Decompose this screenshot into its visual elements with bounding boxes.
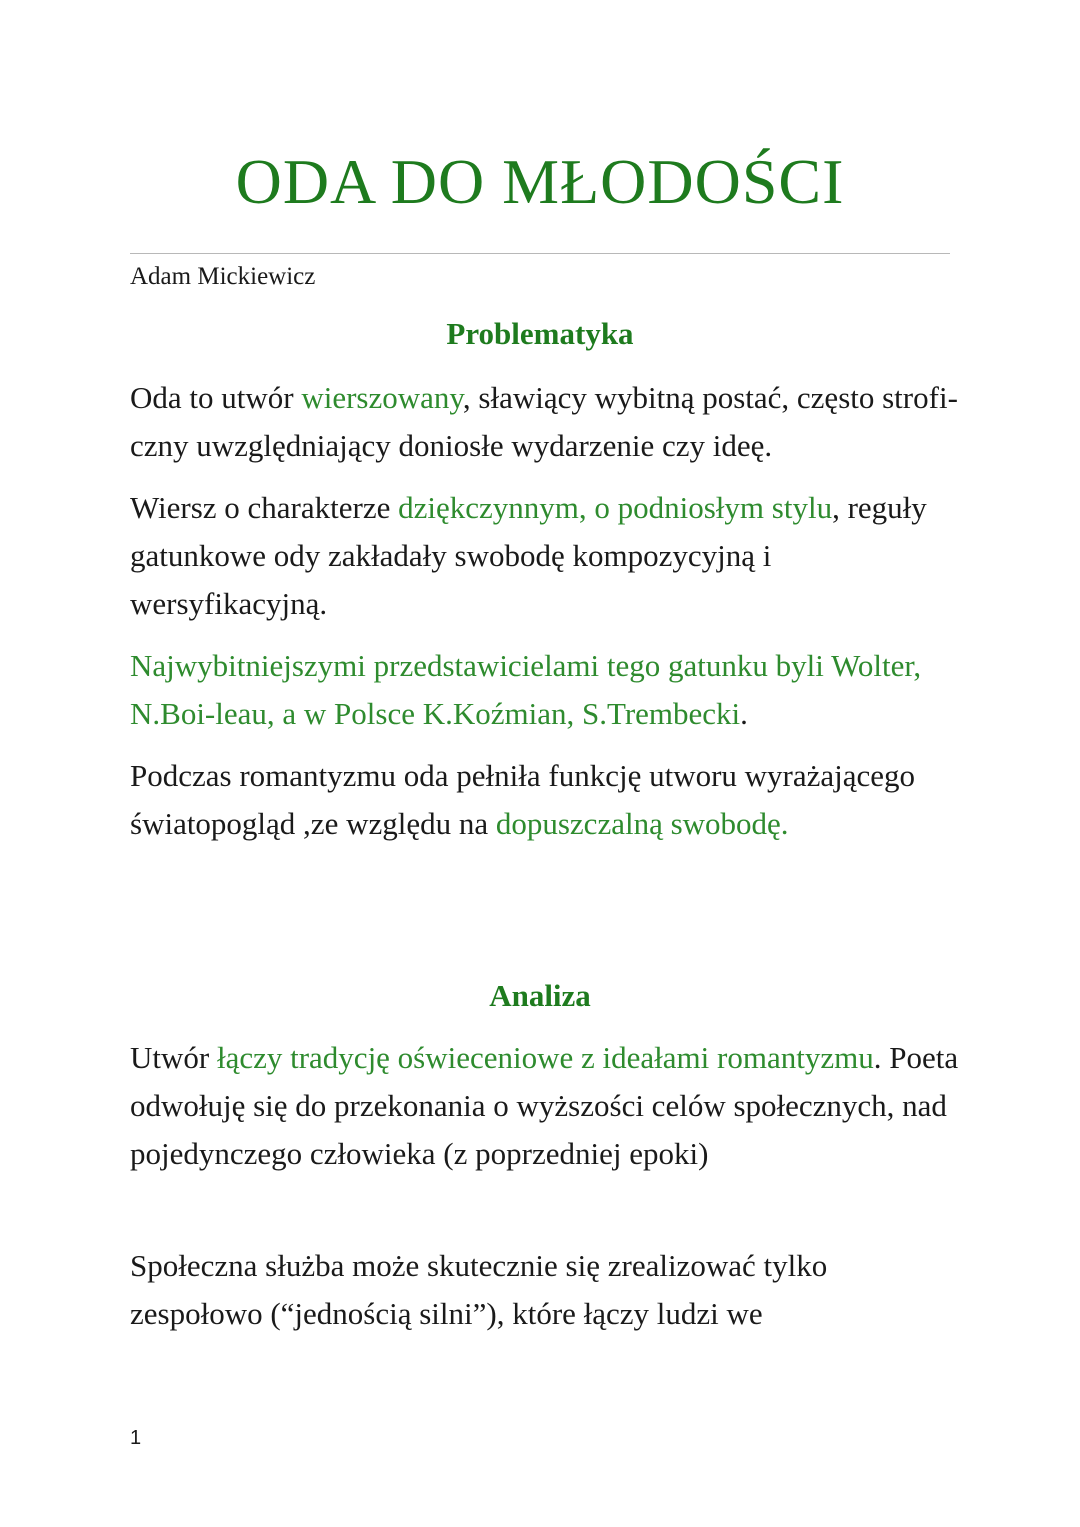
text-run: . [740,696,748,731]
text-run: Podczas romantyzmu oda pełniła funkcję utworu wyrażającego światopogląd ,ze względu na [130,758,916,841]
section-heading-analiza: Analiza [489,978,591,1013]
document-title: ODA DO MŁODOŚCI [235,146,845,217]
text-run: . Poeta odwołuję się do przekonania o wyższości celów społecznych, nad pojedynczego człowieka (z poprzedniej epoki) [130,1040,959,1171]
title-divider [130,253,950,254]
paragraph-oda-definition [130,374,960,470]
highlighted-text: dziękczynnym, o podniosłym stylu [398,490,833,525]
highlighted-text: wierszowany [301,380,463,415]
highlighted-text: Najwybitniejszymi przedstawicielami tego gatunku byli Wolter, N.Boi-leau, a w Polsce K.Koźmian, S.Trembecki [130,648,922,731]
author-name: Adam Mickiewicz [130,263,316,290]
paragraph-analysis [130,1034,960,1178]
text-run: Społeczna służba może skutecznie się zrealizować tylko zespołowo (“jednością silni”), które łączy ludzi we [130,1248,828,1331]
text-run: , reguły gatunkowe ody zakładały swobodę kompozycyjną i wersyfikacyjną. [130,490,927,621]
paragraph-character [130,484,960,628]
text-run: , sławiący wybitną postać, często stroficzny uwzględniający doniosłe wydarzenie czy ideę. [130,380,958,463]
page-number: 1 [130,1427,142,1449]
paragraph-romanticism [130,752,960,848]
paragraph-social-service [130,1242,960,1338]
highlighted-text: łączy tradycję oświeceniowe z ideałami romantyzmu [216,1040,874,1075]
section-heading-problematyka: Problematyka [446,316,634,351]
text-run: Wiersz o charakterze [130,490,399,525]
highlighted-text: dopuszczalną swobodę. [495,806,789,841]
text-run: Utwór [130,1040,217,1075]
text-run: Oda to utwór [130,380,302,415]
paragraph-representatives [130,642,960,738]
